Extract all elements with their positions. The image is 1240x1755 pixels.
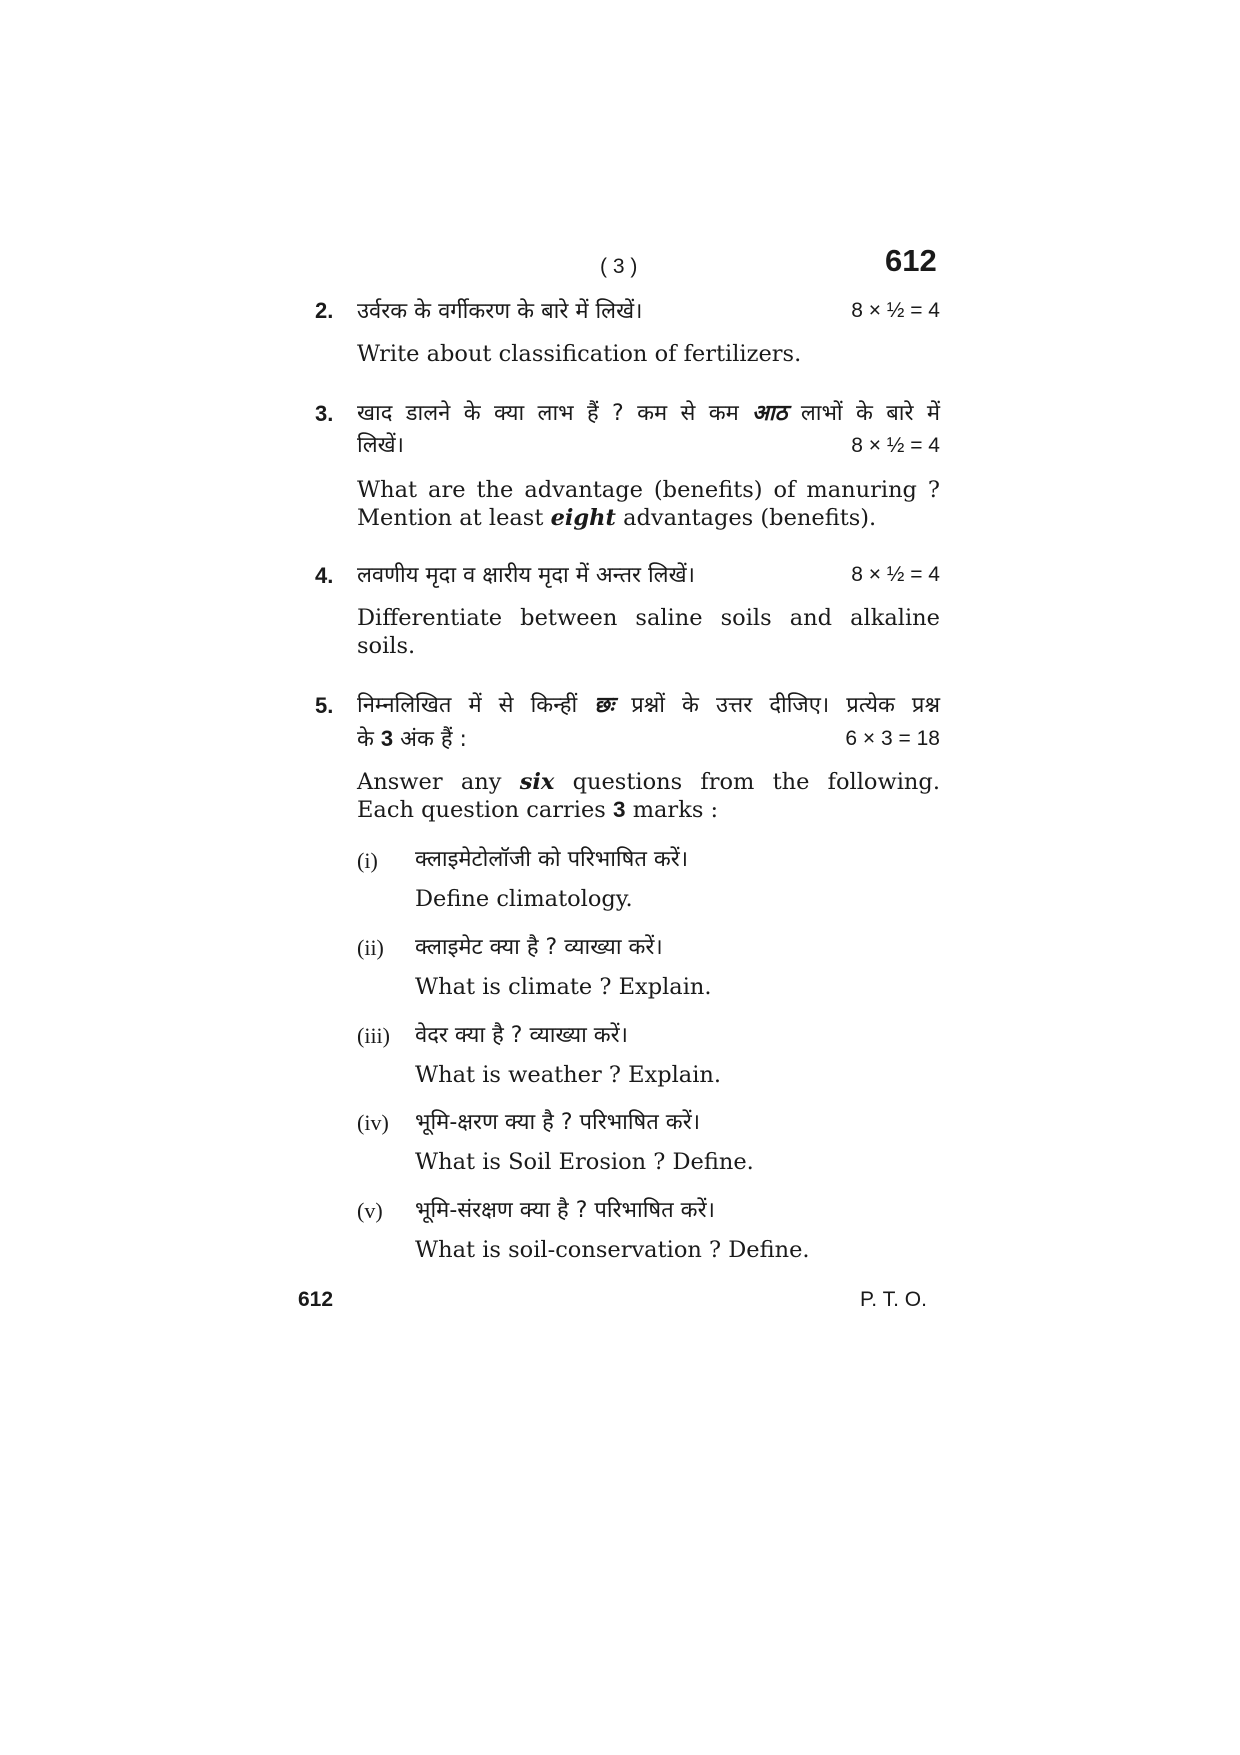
q5-english-line2	[357, 797, 718, 823]
q3-english-line2	[357, 505, 876, 531]
q4-hindi: लवणीय मृदा व क्षारीय मृदा में अन्तर लिखें।	[357, 563, 695, 588]
sub-q1-label: (i)	[357, 848, 378, 873]
q5-hindi-line1	[357, 689, 940, 719]
q3-number: 3.	[315, 401, 334, 426]
paper-code-header: 612	[885, 243, 937, 278]
q2-number: 2.	[315, 298, 334, 323]
sub-q4-english: What is Soil Erosion ? Define.	[415, 1149, 754, 1175]
pto-label: P. T. O.	[860, 1288, 927, 1311]
q5-english-part-a: Answer any	[357, 769, 502, 795]
q5-number: 5.	[315, 693, 334, 718]
q3-hindi-line2: लिखें।	[357, 433, 404, 458]
q5-hindi-line2-a: के	[357, 727, 374, 752]
sub-q1-english: Define climatology.	[415, 886, 633, 912]
q4-english-line1: Differentiate between saline soils and alkaline	[357, 605, 940, 631]
sub-q1-hindi: क्लाइमेटोलॉजी को परिभाषित करें।	[415, 847, 689, 872]
q5-english-line2-b: marks :	[632, 797, 719, 823]
sub-q5-label: (v)	[357, 1198, 383, 1223]
page-number: ( 3 )	[600, 255, 638, 278]
q5-hindi-part-a: निम्नलिखित में से किन्हीं	[357, 693, 578, 718]
q4-number: 4.	[315, 563, 334, 588]
q5-hindi-line2-b: अंक हैं :	[400, 727, 467, 752]
q3-hindi-emphasis: आठ	[752, 401, 788, 426]
q5-hindi-part-b: प्रश्नों के उत्तर दीजिए। प्रत्येक प्रश्न	[631, 693, 940, 718]
q5-english-emphasis: six	[519, 769, 555, 795]
sub-q2-english: What is climate ? Explain.	[415, 974, 712, 1000]
q5-marks: 6 × 3 = 18	[845, 727, 940, 750]
q5-hindi-line2	[357, 723, 467, 753]
sub-q3-label: (iii)	[357, 1023, 390, 1048]
q3-hindi-line1	[357, 397, 940, 427]
q2-marks: 8 × ½ = 4	[851, 299, 940, 322]
q3-english-part-a: Mention at least	[357, 505, 544, 531]
q4-marks: 8 × ½ = 4	[851, 563, 940, 586]
paper-code-footer: 612	[298, 1288, 334, 1311]
q2-english: Write about classification of fertilizers.	[357, 341, 802, 367]
sub-q3-english: What is weather ? Explain.	[415, 1062, 722, 1088]
sub-q4-hindi: भूमि-क्षरण क्या है ? परिभाषित करें।	[415, 1110, 701, 1135]
q3-english-emphasis: eight	[550, 505, 616, 531]
q4-english-line2: soils.	[357, 633, 416, 659]
q5-hindi-emphasis: छः	[594, 693, 615, 718]
sub-q5-hindi: भूमि-संरक्षण क्या है ? परिभाषित करें।	[415, 1198, 715, 1223]
q5-english-part-b: questions from the following.	[572, 769, 940, 795]
q2-hindi: उर्वरक के वर्गीकरण के बारे में लिखें।	[357, 299, 643, 324]
q5-english-line2-num: 3	[613, 797, 626, 822]
sub-q2-label: (ii)	[357, 935, 384, 960]
q5-english-line1	[357, 769, 940, 795]
sub-q4-label: (iv)	[357, 1110, 389, 1135]
q5-english-line2-a: Each question carries	[357, 797, 606, 823]
q3-hindi-part-b: लाभों के बारे में	[800, 401, 941, 426]
q3-marks: 8 × ½ = 4	[851, 434, 940, 457]
sub-q5-english: What is soil-conservation ? Define.	[415, 1237, 810, 1263]
q3-english-part-b: advantages (benefits).	[623, 505, 877, 531]
q3-hindi-part-a: खाद डालने के क्या लाभ हैं ? कम से कम	[357, 401, 739, 426]
sub-q3-hindi: वेदर क्या है ? व्याख्या करें।	[415, 1023, 629, 1048]
q3-english-line1: What are the advantage (benefits) of manuring ?	[357, 477, 940, 503]
sub-q2-hindi: क्लाइमेट क्या है ? व्याख्या करें।	[415, 935, 663, 960]
q5-hindi-line2-num: 3	[380, 726, 394, 751]
